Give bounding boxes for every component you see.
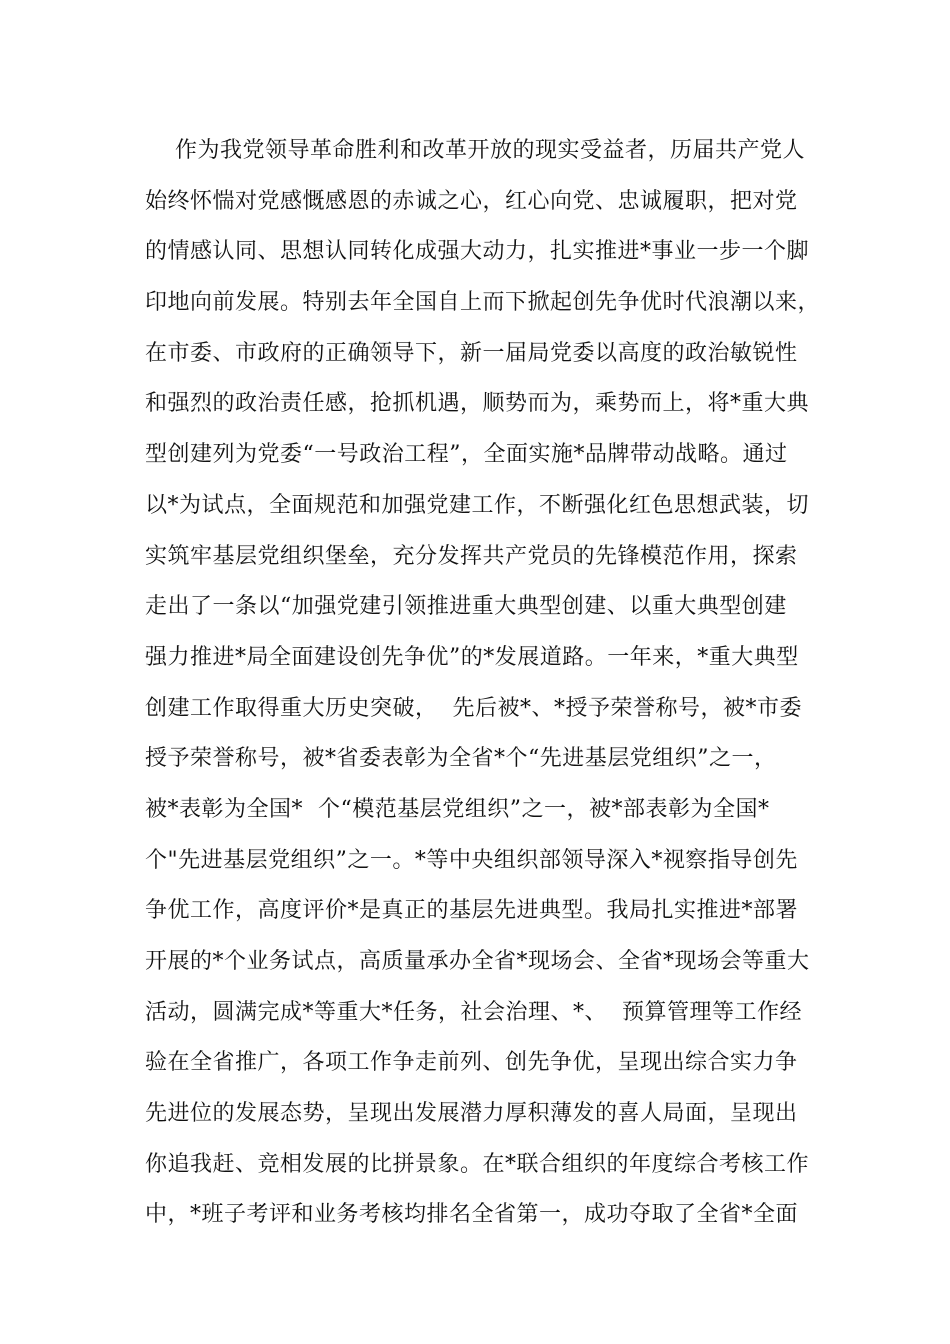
paragraph-line: 个"先进基层党组织”之一。*等中央组织部领导深入*视察指导创先 [145,847,798,873]
body-paragraph [145,126,835,1241]
paragraph-line: 走出了一条以“加强党建引领推进重大典型创建、以重大典型创建 [145,594,787,620]
paragraph-line: 型创建列为党委“一号政治工程”，全面实施*品牌带动战略。通过 [145,442,788,468]
paragraph-line: 始终怀惴对党感慨感恩的赤诚之心，红心向党、忠诚履职，把对党 [145,188,798,214]
paragraph-line: 授予荣誉称号，被*省委表彰为全省*个“先进基层党组织”之一， [145,746,777,772]
paragraph-line: 以*为试点，全面规范和加强党建工作，不断强化红色思想武装，切 [145,492,810,518]
paragraph-line: 被*表彰为全国* 个“模范基层党组织”之一，被*部表彰为全国* [145,796,770,822]
paragraph-line: 实筑牢基层党组织堡垒，充分发挥共产党员的先锋模范作用，探索 [145,543,798,569]
paragraph-line: 你追我赶、竞相发展的比拼景象。在*联合组织的年度综合考核工作 [145,1151,810,1177]
paragraph-line: 印地向前发展。特别去年全国自上而下掀起创先争优时代浪潮以来， [145,290,821,316]
paragraph-line: 验在全省推广，各项工作争走前列、创先争优，呈现出综合实力争 [145,1050,798,1076]
paragraph-line: 先进位的发展态势，呈现出发展潜力厚积薄发的喜人局面，呈现出 [145,1101,798,1127]
paragraph-line: 在市委、市政府的正确领导下，新一届局党委以高度的政治敏锐性 [145,340,798,366]
paragraph-line: 作为我党领导革命胜利和改革开放的现实受益者，历届共产党人 [175,138,806,163]
paragraph-line: 的情感认同、思想认同转化成强大动力，扎实推进*事业一步一个脚 [145,239,810,265]
paragraph-line: 活动，圆满完成*等重大*任务，社会治理、*、 预算管理等工作经 [145,999,802,1025]
paragraph-line: 争优工作，高度评价*是真正的基层先进典型。我局扎实推进*部署 [145,898,799,924]
paragraph-line: 创建工作取得重大历史突破， 先后被*、*授予荣誉称号，被*市委 [145,695,802,721]
paragraph-line: 强力推进*局全面建设创先争优”的*发展道路。一年来，*重大典型 [145,644,799,670]
paragraph-line: 中，*班子考评和业务考核均排名全省第一，成功夺取了全省*全面 [145,1202,799,1228]
paragraph-line: 开展的*个业务试点，高质量承办全省*现场会、全省*现场会等重大 [145,949,810,974]
paragraph-line: 和强烈的政治责任感，抢抓机遇，顺势而为，乘势而上，将*重大典 [145,391,810,417]
